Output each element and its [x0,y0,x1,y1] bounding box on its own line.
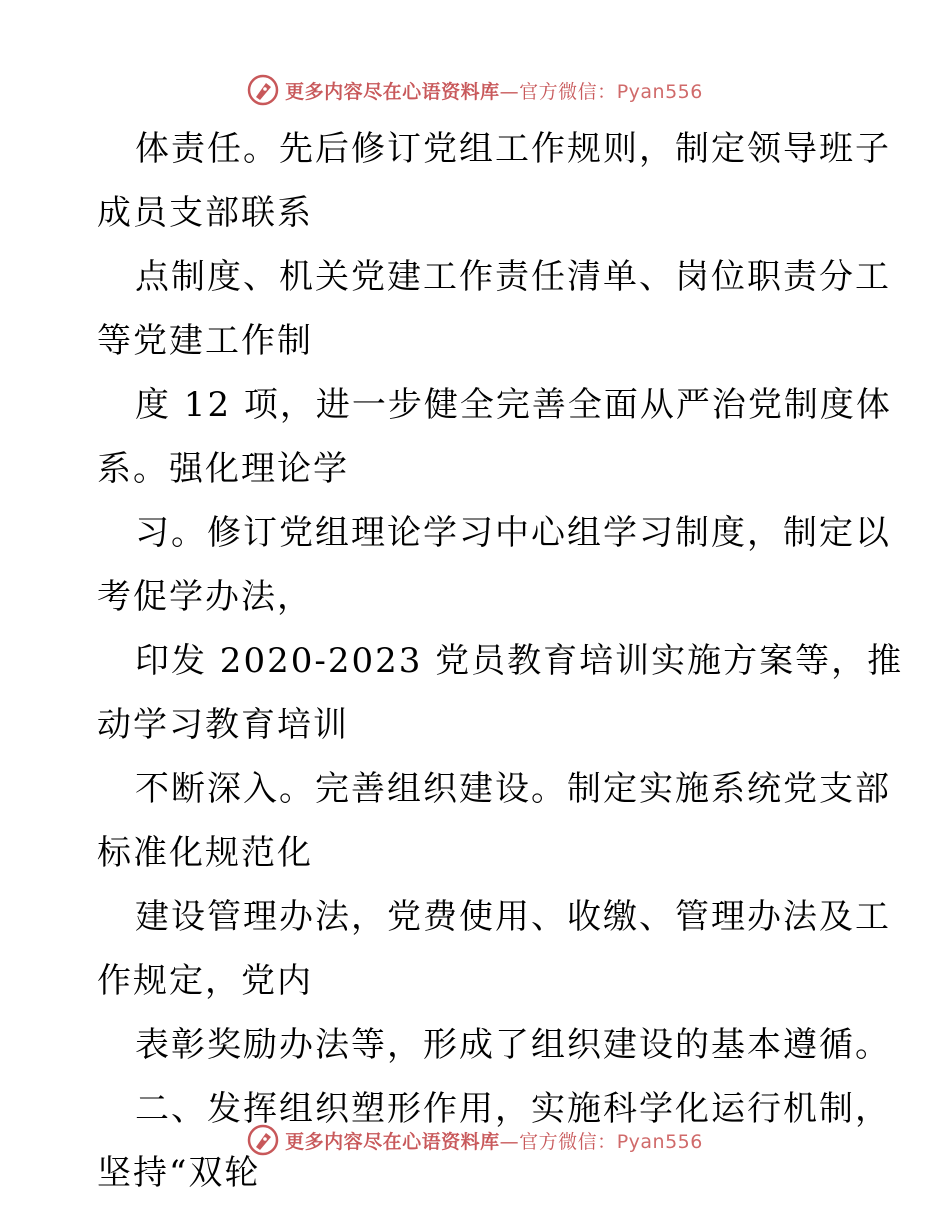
pen-nib-icon [247,74,279,106]
pen-nib-icon [247,1124,279,1156]
text-line: 不断深入。完善组织建设。制定实施系统党支部 [135,769,891,809]
document-body [97,117,904,1205]
text-line: 建设管理办法，党费使用、收缴、管理办法及工 [135,897,891,937]
watermark-text [285,77,703,104]
text-line: 坚持“双轮 [97,1153,261,1193]
watermark-text [285,1127,703,1154]
text-line: 表彰奖励办法等，形成了组织建设的基本遵循。 [135,1025,891,1065]
text-line: 度 12 项，进一步健全完善全面从严治党制度体 [135,385,892,425]
watermark-dash: — [499,1130,520,1153]
text-line: 印发 2020-2023 党员教育培训实施方案等，推 [135,641,904,681]
text-line: 习。修订党组理论学习中心组学习制度，制定以 [135,513,891,553]
text-line: 点制度、机关党建工作责任清单、岗位职责分工 [135,257,891,297]
watermark-dash: — [499,80,520,103]
text-line: 等党建工作制 [97,321,313,361]
text-line: 标准化规范化 [97,833,313,873]
watermark-wechat-id: Pyan556 [616,1130,703,1153]
header-watermark [0,70,950,110]
text-line: 体责任。先后修订党组工作规则，制定领导班子 [135,129,891,169]
watermark-wechat-label: 官方微信： [519,80,617,103]
text-line: 作规定，党内 [97,961,313,1001]
footer-watermark [0,1120,950,1160]
watermark-site-name: 更多内容尽在心语资料库 [285,1130,500,1153]
text-line: 动学习教育培训 [97,705,349,745]
watermark-wechat-id: Pyan556 [616,80,703,103]
watermark-wechat-label: 官方微信： [519,1130,617,1153]
text-line: 二、发挥组织塑形作用，实施科学化运行机制， [135,1089,891,1129]
text-line: 系。强化理论学 [97,449,349,489]
watermark-site-name: 更多内容尽在心语资料库 [285,80,500,103]
text-line: 考促学办法， [97,577,313,617]
text-line: 成员支部联系 [97,193,313,233]
